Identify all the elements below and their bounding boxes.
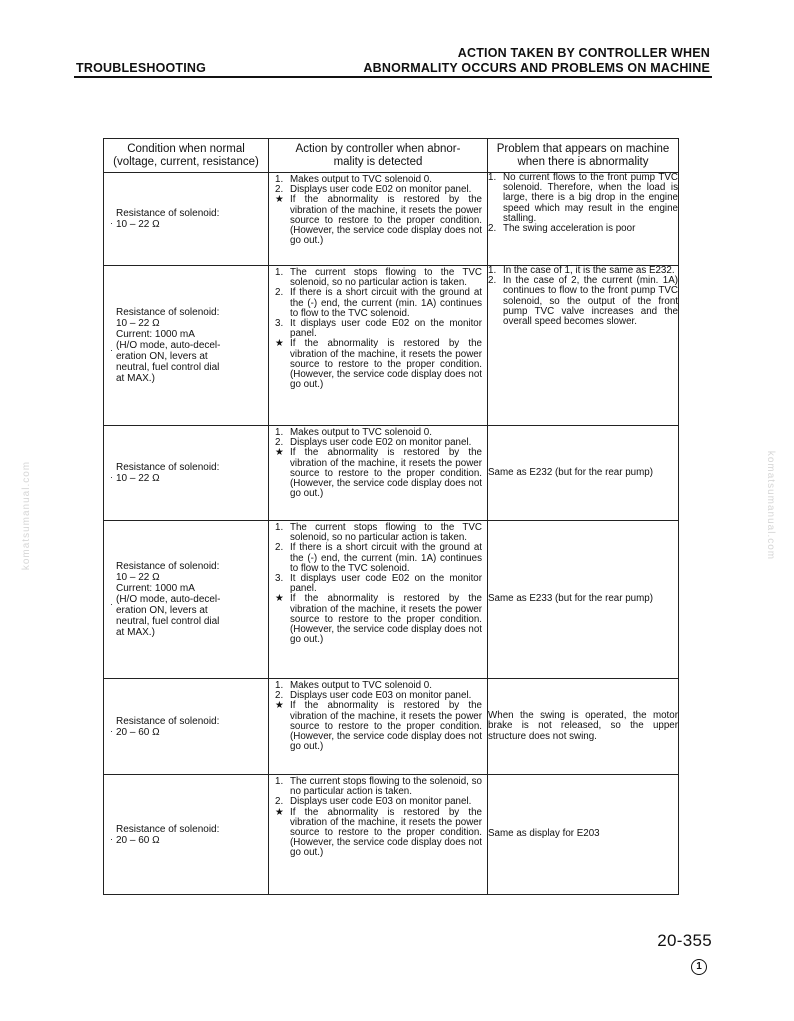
action-marker: 2.	[275, 690, 284, 702]
condition-cell	[104, 679, 269, 775]
header-action-line-1: Action by controller when abnor-	[295, 142, 461, 155]
condition-line: 10 – 22 Ω	[116, 219, 160, 230]
problem-cell	[488, 679, 679, 775]
action-cell	[269, 173, 488, 266]
problem-item	[488, 276, 678, 327]
condition-line: 10 – 22 Ω	[116, 572, 160, 583]
action-marker: 2.	[275, 287, 284, 299]
problem-marker: 2.	[488, 223, 497, 235]
condition-cell	[104, 775, 269, 895]
action-marker: 2.	[275, 796, 284, 808]
bullet-icon: ·	[110, 598, 113, 609]
header-problem-line-1: Problem that appears on machine	[496, 142, 670, 155]
condition-line: eration ON, levers at	[116, 605, 208, 616]
problem-text: Same as display for E203	[488, 828, 600, 840]
header-problem	[488, 139, 679, 173]
action-text: Makes output to TVC solenoid 0.	[290, 427, 432, 438]
troubleshooting-table	[103, 138, 679, 895]
action-marker: 3.	[275, 318, 284, 330]
action-marker: 1.	[275, 776, 284, 787]
action-cell	[269, 521, 488, 679]
bullet-icon: ·	[110, 218, 113, 228]
action-cell	[269, 426, 488, 521]
bullet-icon: ·	[110, 344, 113, 355]
page-title-line-1: ACTION TAKEN BY CONTROLLER WHEN	[457, 46, 710, 60]
table-row	[104, 426, 679, 521]
condition-line: Current: 1000 mA	[116, 583, 195, 594]
watermark-left: komatsumanual.com	[21, 460, 33, 571]
action-marker: ★	[275, 806, 284, 818]
bullet-icon: ·	[110, 472, 113, 482]
header-problem-line-2: when there is abnormality	[517, 155, 649, 168]
page-title-line-2: ABNORMALITY OCCURS AND PROBLEMS ON MACHINE	[363, 61, 710, 75]
page-title	[363, 46, 710, 76]
action-text: If there is a short circuit with the ground at the (-) end, the current (min. 1A) continues to flow to the TVC solenoid.	[290, 287, 482, 319]
action-marker: 1.	[275, 680, 284, 691]
action-text: It displays user code E02 on the monitor panel.	[290, 573, 482, 595]
action-marker: ★	[275, 338, 284, 350]
condition-line: (H/O mode, auto-decel-	[116, 594, 221, 605]
condition-line: Resistance of solenoid:	[116, 462, 220, 473]
action-marker: 3.	[275, 573, 284, 585]
action-item	[275, 523, 482, 543]
action-text: If the abnormality is restored by the vibration of the machine, it resets the power source to restore to the proper condition. (However, the service code display does not go out.)	[290, 700, 482, 753]
action-text: The current stops flowing to the TVC solenoid, so no particular action is taken.	[290, 267, 482, 289]
problem-cell	[488, 521, 679, 679]
condition-line: neutral, fuel control dial	[116, 362, 220, 373]
condition-line: Resistance of solenoid:	[116, 561, 220, 572]
action-text: If the abnormality is restored by the vibration of the machine, it resets the power source to restore to the proper condition. (However, the service code display does not go out.)	[290, 447, 482, 500]
action-marker: 1.	[275, 427, 284, 438]
condition-line: Resistance of solenoid:	[116, 715, 220, 727]
table-row	[104, 775, 679, 895]
condition-line: 20 – 60 Ω	[116, 726, 160, 738]
action-marker: ★	[275, 447, 284, 459]
problem-item	[488, 224, 678, 234]
action-text: Displays user code E02 on monitor panel.	[290, 184, 472, 196]
action-item	[275, 543, 482, 574]
header-condition	[104, 139, 269, 173]
action-marker: ★	[275, 194, 284, 206]
action-cell	[269, 679, 488, 775]
action-item	[275, 808, 482, 859]
action-text: It displays user code E02 on the monitor panel.	[290, 318, 482, 340]
revision-mark: 1	[691, 959, 707, 975]
action-text: If the abnormality is restored by the vibration of the machine, it resets the power source to restore to the proper condition. (However, the service code display does not go out.)	[290, 338, 482, 391]
condition-line: Resistance of solenoid:	[116, 208, 220, 219]
header-rule	[74, 76, 712, 78]
table-row	[104, 266, 679, 426]
condition-line: at MAX.)	[116, 627, 155, 638]
action-item	[275, 701, 482, 752]
action-text: The current stops flowing to the TVC solenoid, so no particular action is taken.	[290, 522, 482, 544]
problem-marker: 1.	[488, 172, 497, 183]
action-marker: 1.	[275, 267, 284, 278]
condition-line: 10 – 22 Ω	[116, 473, 160, 484]
action-marker: 2.	[275, 184, 284, 196]
condition-cell	[104, 173, 269, 266]
header-action	[269, 139, 488, 173]
table-row	[104, 679, 679, 775]
table-row	[104, 521, 679, 679]
condition-cell	[104, 521, 269, 679]
problem-marker: 1.	[488, 265, 497, 276]
watermark-right: komatsumanual.com	[765, 450, 777, 561]
bullet-icon: ·	[110, 725, 113, 736]
condition-cell	[104, 426, 269, 521]
problem-text: No current flows to the front pump TVC solenoid. Therefore, when the load is large, there is a big drop in the engine speed which may result in the engine stalling.	[503, 172, 678, 224]
problem-text: In the case of 2, the current (min. 1A) continues to flow to the front pump TVC solenoid, so the output of the front pump TVC valve increases and the overall speed becomes slower.	[503, 275, 678, 328]
action-item	[275, 195, 482, 246]
action-text: Makes output to TVC solenoid 0.	[290, 680, 432, 691]
action-item	[275, 319, 482, 339]
action-item	[275, 339, 482, 390]
problem-text: The swing acceleration is poor	[503, 223, 636, 235]
problem-cell	[488, 426, 679, 521]
action-marker: 2.	[275, 437, 284, 449]
table-row	[104, 173, 679, 266]
action-text: If the abnormality is restored by the vibration of the machine, it resets the power source to restore to the proper condition. (However, the service code display does not go out.)	[290, 806, 482, 859]
condition-line: neutral, fuel control dial	[116, 616, 220, 627]
header-action-line-2: mality is detected	[333, 155, 423, 168]
section-title: TROUBLESHOOTING	[76, 61, 207, 75]
action-marker: ★	[275, 700, 284, 712]
problem-text: Same as E233 (but for the rear pump)	[488, 593, 653, 605]
action-item	[275, 288, 482, 319]
action-text: If the abnormality is restored by the vibration of the machine, it resets the power source to restore to the proper condition. (However, the service code display does not go out.)	[290, 593, 482, 646]
condition-line: Resistance of solenoid:	[116, 823, 220, 835]
action-cell	[269, 775, 488, 895]
problem-text: Same as E232 (but for the rear pump)	[488, 466, 653, 478]
problem-text: In the case of 1, it is the same as E232.	[503, 265, 675, 276]
action-text: The current stops flowing to the solenoid, so no particular action is taken.	[290, 776, 482, 798]
action-item	[275, 268, 482, 288]
condition-line: Resistance of solenoid:	[116, 307, 220, 318]
action-cell	[269, 266, 488, 426]
action-text: Makes output to TVC solenoid 0.	[290, 174, 432, 185]
condition-line: 20 – 60 Ω	[116, 834, 160, 846]
action-marker: ★	[275, 593, 284, 605]
action-text: If the abnormality is restored by the vibration of the machine, it resets the power source to restore to the proper condition. (However, the service code display does not go out.)	[290, 194, 482, 247]
header-condition-line-1: Condition when normal	[127, 142, 245, 155]
action-item	[275, 448, 482, 499]
condition-line: 10 – 22 Ω	[116, 318, 160, 329]
condition-line: eration ON, levers at	[116, 351, 208, 362]
action-marker: 2.	[275, 542, 284, 554]
problem-marker: 2.	[488, 275, 497, 287]
condition-cell	[104, 266, 269, 426]
action-marker: 1.	[275, 522, 284, 533]
problem-item	[488, 173, 678, 224]
condition-line: at MAX.)	[116, 373, 155, 384]
action-text: Displays user code E03 on monitor panel.	[290, 796, 472, 808]
page-number: 20-355	[657, 931, 712, 950]
problem-cell	[488, 173, 679, 266]
condition-line: (H/O mode, auto-decel-	[116, 340, 221, 351]
problem-cell	[488, 775, 679, 895]
table-header-row	[104, 139, 679, 173]
action-text: If there is a short circuit with the ground at the (-) end, the current (min. 1A) continues to flow to the TVC solenoid.	[290, 542, 482, 574]
action-item	[275, 594, 482, 645]
header-condition-line-2: (voltage, current, resistance)	[113, 155, 259, 168]
condition-line: Current: 1000 mA	[116, 329, 195, 340]
problem-text: When the swing is operated, the motor brake is not released, so the upper structure does not swing.	[488, 710, 678, 742]
problem-cell	[488, 266, 679, 426]
action-item	[275, 574, 482, 594]
action-text: Displays user code E03 on monitor panel.	[290, 690, 472, 702]
action-text: Displays user code E02 on monitor panel.	[290, 437, 472, 449]
action-item	[275, 777, 482, 797]
action-marker: 1.	[275, 174, 284, 185]
bullet-icon: ·	[110, 833, 113, 844]
